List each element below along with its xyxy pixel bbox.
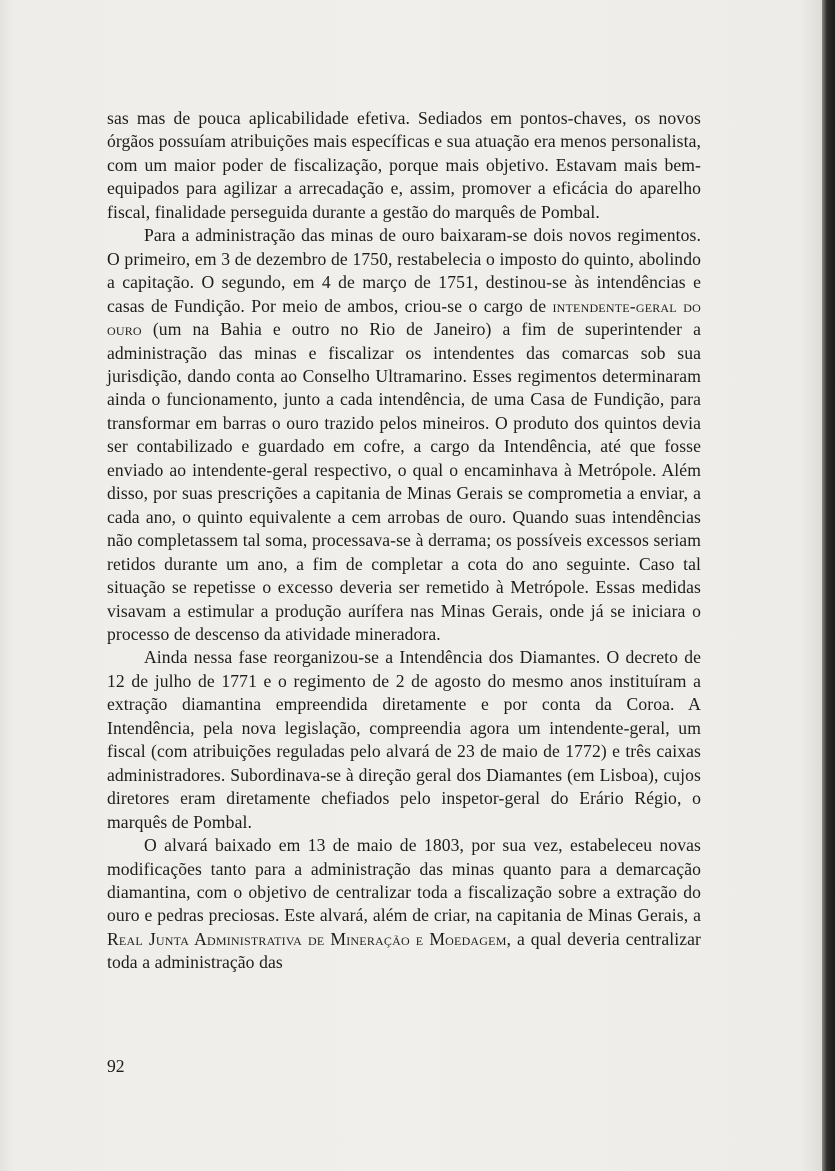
small-caps-term: intendente-geral do ouro <box>107 295 701 340</box>
paragraph-3 <box>107 646 701 834</box>
body-text <box>107 107 701 975</box>
paragraph-2 <box>107 224 701 646</box>
paragraph-4 <box>107 834 701 975</box>
text-run: Ainda nessa fase reorganizou-se a Intendência dos Diamantes. O decreto de 12 de julho de 1771 e o regimento de 2 de agosto do mesmo anos instituíram a extração diamantina empreendida diretamente e por conta da Coroa. A Intendência, pela nova legislação, compreendia agora um intendente-geral, um fiscal (com atribuições reguladas pelo alvará de 23 de maio de 1772) e três caixas administradores. Subordinava-se à direção geral dos Diamantes (em Lisboa), cujos diretores eram diretamente chefiados pelo inspetor-geral do Erário Régio, o marquês de Pombal. <box>107 647 701 832</box>
paragraph-1 <box>107 107 701 224</box>
text-run: O alvará baixado em 13 de maio de 1803, por sua vez, estabeleceu novas modificações tanto para a administração das minas quanto para a demarcação diamantina, com o objetivo de centralizar toda a fiscalização sobre a extração do ouro e pedras preciosas. Este alvará, além de criar, na capitania de Minas Gerais, a <box>107 835 701 926</box>
text-run: sas mas de pouca aplicabilidade efetiva. Sediados em pontos-chaves, os novos órgãos possuíam atribuições mais específicas e sua atuação era menos personalista, com um maior poder de fiscalização, porque mais objetivo. Estavam mais bem-equipados para agilizar a arrecadação e, assim, promover a eficácia do aparelho fiscal, finalidade perseguida durante a gestão do marquês de Pombal. <box>107 108 701 222</box>
text-run: (um na Bahia e outro no Rio de Janeiro) a fim de superintender a administração das minas e fiscalizar os intendentes das comarcas sob sua jurisdição, dando conta ao Conselho Ultramarino. Esses regimentos determinaram ainda o funcionamento, junto a cada intendência, de uma Casa de Fundição, para transformar em barras o ouro trazido pelos mineiros. O produto dos quintos devia ser contabilizado e guardado em cofre, a cargo da Intendência, até que fosse enviado ao intendente-geral respectivo, o qual o encaminhava à Metrópole. Além disso, por suas prescrições a capitania de Minas Gerais se comprometia a enviar, a cada ano, o quinto equivalente a cem arrobas de ouro. Quando suas intendências não completassem tal soma, processava-se à derrama; os possíveis excessos seriam retidos durante um ano, a fim de completar a cota do ano seguinte. Caso tal situação se repetisse o excesso deveria ser remetido à Metrópole. Essas medidas visavam a estimular a produção aurífera nas Minas Gerais, onde já se iniciara o processo de descenso da atividade mineradora. <box>107 319 701 644</box>
book-spine-shadow <box>822 0 835 1171</box>
small-caps-term: Real Junta Administrativa de Mineração e Moedagem <box>107 928 507 949</box>
page-number: 92 <box>107 1056 125 1076</box>
text-run: Para a administração das minas de ouro baixaram-se dois novos regimentos. O primeiro, em 3 de dezembro de 1750, restabelecia o imposto do quinto, abolindo a capitação. O segundo, em 4 de março de 1751, destinou-se às intendências e casas de Fundição. Por meio de ambos, criou-se o cargo de <box>107 225 701 316</box>
text-run: , a qual deveria centralizar toda a administração das <box>107 928 701 973</box>
